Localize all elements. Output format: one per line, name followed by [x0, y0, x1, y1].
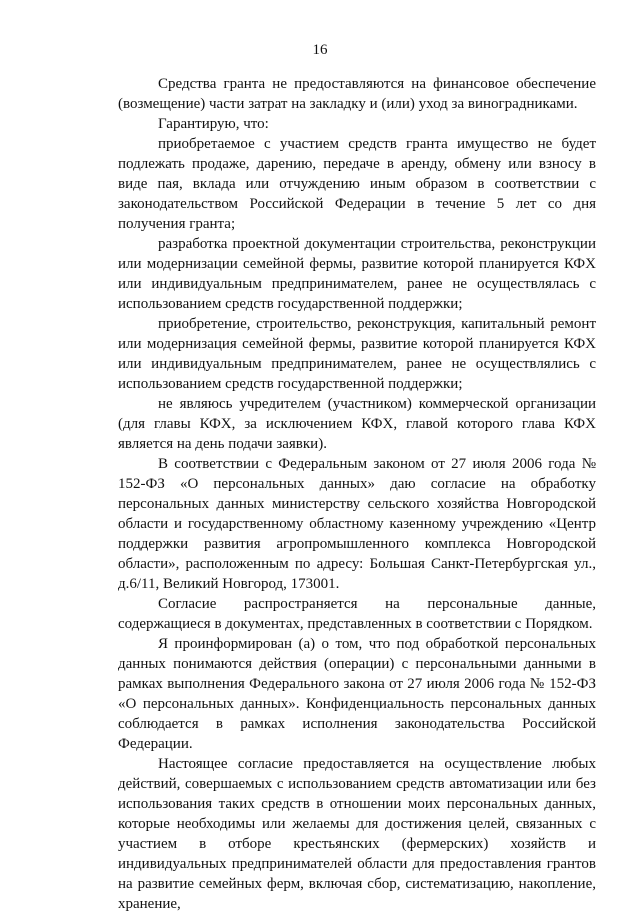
page-number: 16	[312, 42, 328, 58]
paragraph-consent-scope: Согласие распространяется на персональные данные, содержащиеся в документах, представленных в соответствии с Порядком.	[118, 596, 596, 632]
paragraph-grant-restriction: Средства гранта не предоставляются на финансовое обеспечение (возмещение) части затрат на закладку и (или) уход за виноградниками.	[118, 76, 596, 112]
paragraph-guarantee-design: разработка проектной документации строительства, реконструкции или модернизации семейной фермы, развитие которой планируется КФХ или индивидуальным предпринимателем, ранее не осуществлялась с использованием средств государственной поддержки;	[118, 236, 596, 312]
paragraph-guarantee-founder: не являюсь учредителем (участником) коммерческой организации (для главы КФХ, за исключением КФХ, главой которого глава КФХ является на день подачи заявки).	[118, 396, 596, 452]
paragraph-consent-personal-data: В соответствии с Федеральным законом от 27 июля 2006 года № 152-ФЗ «О персональных данных» даю согласие на обработку персональных данных министерству сельского хозяйства Новгородской области и государственному областному казенному учреждению «Центр поддержки развития агропромышленного комплекса Новгородской области», расположенным по адресу: Большая Санкт-Петербургская ул., д.6/11, Великий Новгород, 173001.	[118, 456, 596, 592]
paragraph-guarantee-property: приобретаемое с участием средств гранта имущество не будет подлежать продаже, дарению, передаче в аренду, обмену или взносу в виде пая, вклада или отчуждению иным образом в соответствии с законодательством Российской Федерации в течение 5 лет со дня получения гранта;	[118, 136, 596, 232]
paragraph-informed: Я проинформирован (а) о том, что под обработкой персональных данных понимаются действия (операции) с персональными данными в рамках выполнения Федерального закона от 27 июля 2006 года № 152-ФЗ «О персональных данных». Конфиденциальность персональных данных соблюдается в рамках исполнения законодательства Российской Федерации.	[118, 636, 596, 752]
document-body	[118, 74, 596, 914]
paragraph-guarantee-intro: Гарантирую, что:	[158, 116, 269, 132]
paragraph-consent-actions: Настоящее согласие предоставляется на осуществление любых действий, совершаемых с использованием средств автоматизации или без использования таких средств в отношении моих персональных данных, которые необходимы или желаемы для достижения целей, связанных с участием в отборе крестьянских (фермерских) хозяйств и индивидуальных предпринимателей области для предоставления грантов на развитие семейных ферм, включая сбор, систематизацию, накопление, хранение,	[118, 756, 596, 912]
paragraph-guarantee-construction: приобретение, строительство, реконструкция, капитальный ремонт или модернизация семейной фермы, развитие которой планируется КФХ или индивидуальным предпринимателем, ранее не осуществлялись с использованием средств государственной поддержки;	[118, 316, 596, 392]
